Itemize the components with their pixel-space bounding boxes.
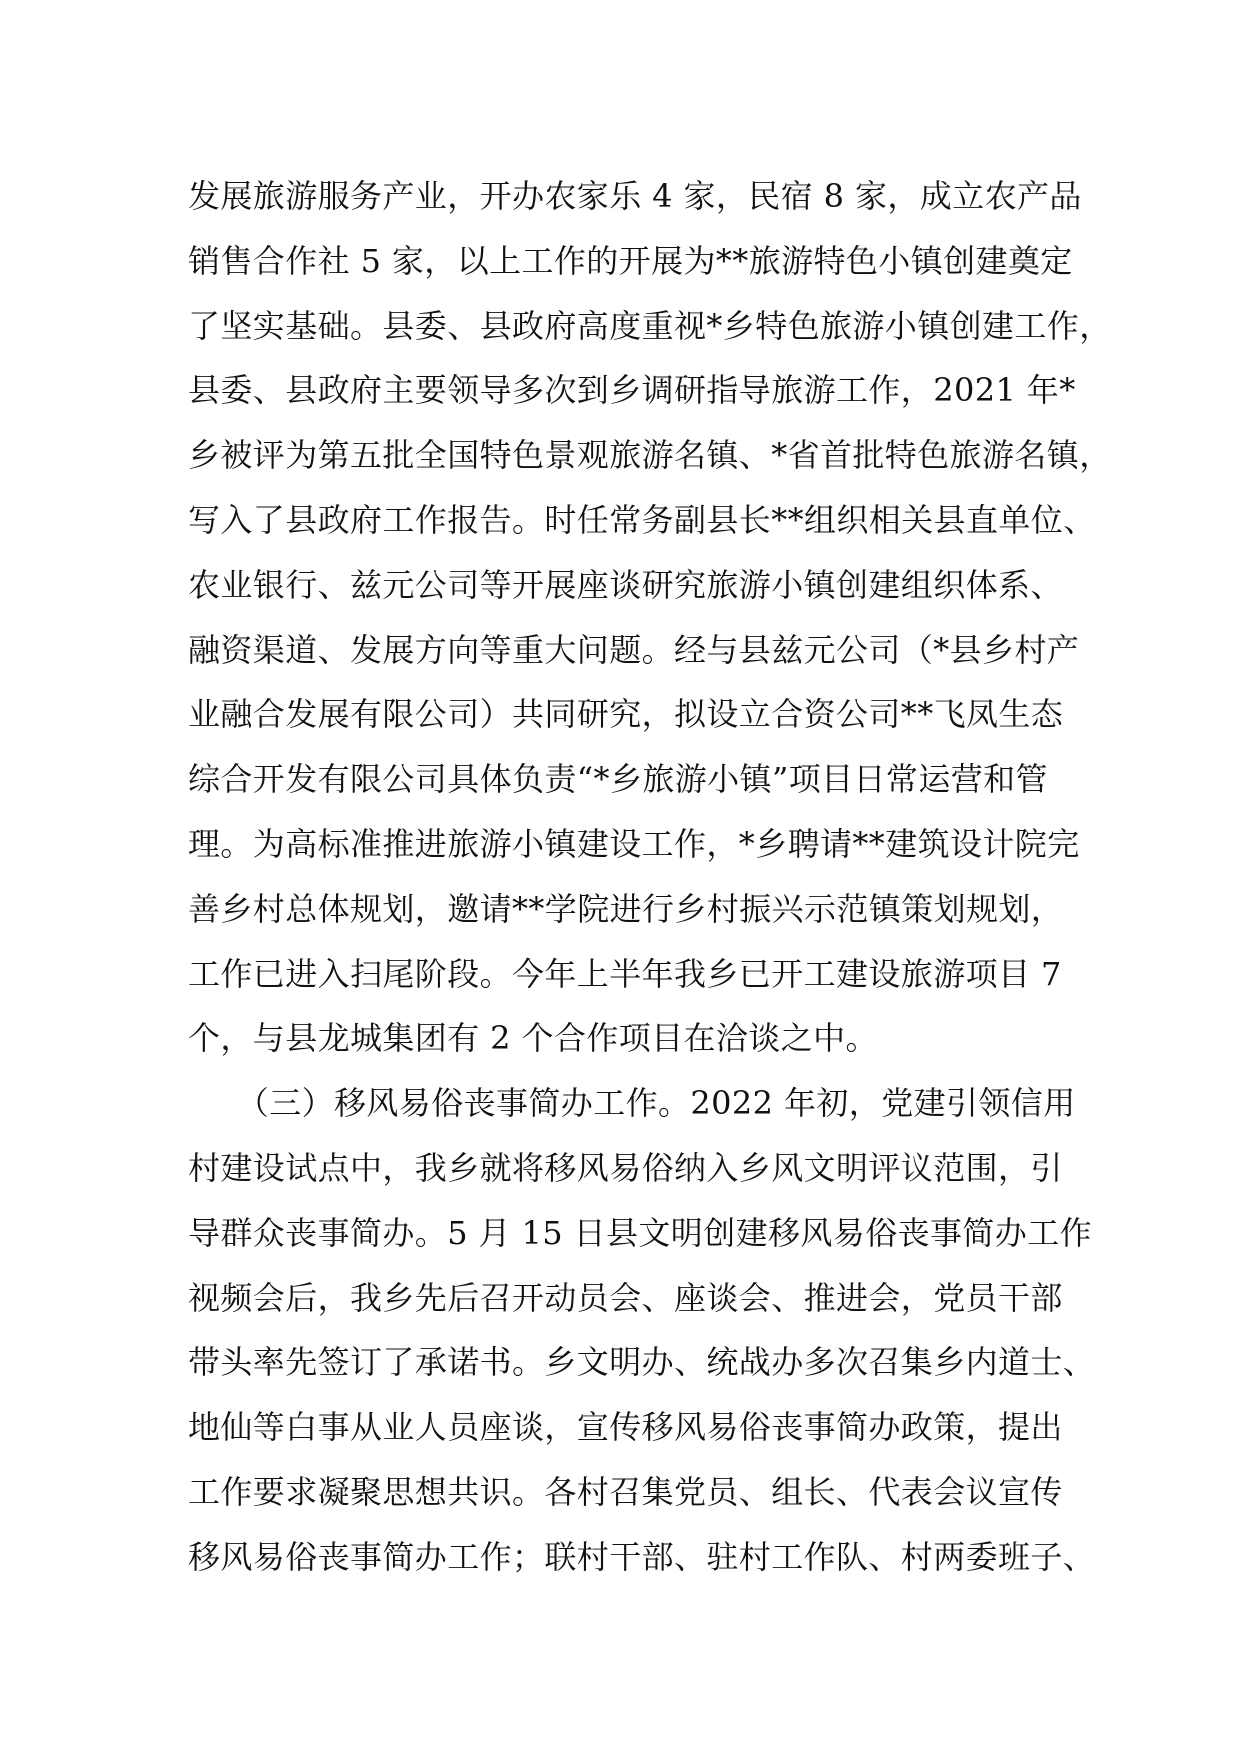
text-line: 业融合发展有限公司）共同研究，拟设立合资公司**飞凤生态 (188, 695, 1064, 734)
text-line: 综合开发有限公司具体负责“*乡旅游小镇”项目日常运营和管 (188, 760, 1048, 799)
text-line: 乡被评为第五批全国特色景观旅游名镇、*省首批特色旅游名镇， (188, 436, 1112, 475)
text-line: 视频会后，我乡先后召开动员会、座谈会、推进会，党员干部 (188, 1278, 1063, 1317)
text-line: 写入了县政府工作报告。时任常务副县长**组织相关县直单位、 (188, 500, 1096, 539)
text-line: 带头率先签订了承诺书。乡文明办、统战办多次召集乡内道士、 (188, 1343, 1096, 1382)
text-line: 地仙等白事从业人员座谈，宣传移风易俗丧事简办政策，提出 (188, 1408, 1063, 1447)
text-line: 发展旅游服务产业，开办农家乐 4 家，民宿 8 家，成立农产品 (188, 177, 1082, 215)
text-line: 工作已进入扫尾阶段。今年上半年我乡已开工建设旅游项目 7 (188, 954, 1062, 993)
text-line: 工作要求凝聚思想共识。各村召集党员、组长、代表会议宣传 (188, 1472, 1063, 1511)
text-line: 了坚实基础。县委、县政府高度重视*乡特色旅游小镇创建工作， (188, 306, 1112, 345)
body-text (188, 164, 1112, 1590)
section-heading-line: （三）移风易俗丧事简办工作。2022 年初，党建引领信用 (188, 1084, 1076, 1123)
text-line: 移风易俗丧事简办工作；联村干部、驻村工作队、村两委班子、 (188, 1537, 1096, 1576)
text-line: 县委、县政府主要领导多次到乡调研指导旅游工作，2021 年* (188, 371, 1076, 410)
text-line: 理。为高标准推进旅游小镇建设工作，*乡聘请**建筑设计院完 (188, 824, 1080, 863)
text-line: 导群众丧事简办。5 月 15 日县文明创建移风易俗丧事简办工作 (188, 1213, 1092, 1252)
text-line: 融资渠道、发展方向等重大问题。经与县兹元公司（*县乡村产 (188, 630, 1080, 669)
text-line: 个，与县龙城集团有 2 个合作项目在洽谈之中。 (188, 1019, 878, 1058)
text-line: 农业银行、兹元公司等开展座谈研究旅游小镇创建组织体系、 (188, 565, 1063, 604)
text-line: 村建设试点中，我乡就将移风易俗纳入乡风文明评议范围，引 (188, 1148, 1063, 1187)
text-line: 善乡村总体规划，邀请**学院进行乡村振兴示范镇策划规划， (188, 889, 1064, 928)
text-line: 销售合作社 5 家，以上工作的开展为**旅游特色小镇创建奠定 (188, 241, 1073, 280)
